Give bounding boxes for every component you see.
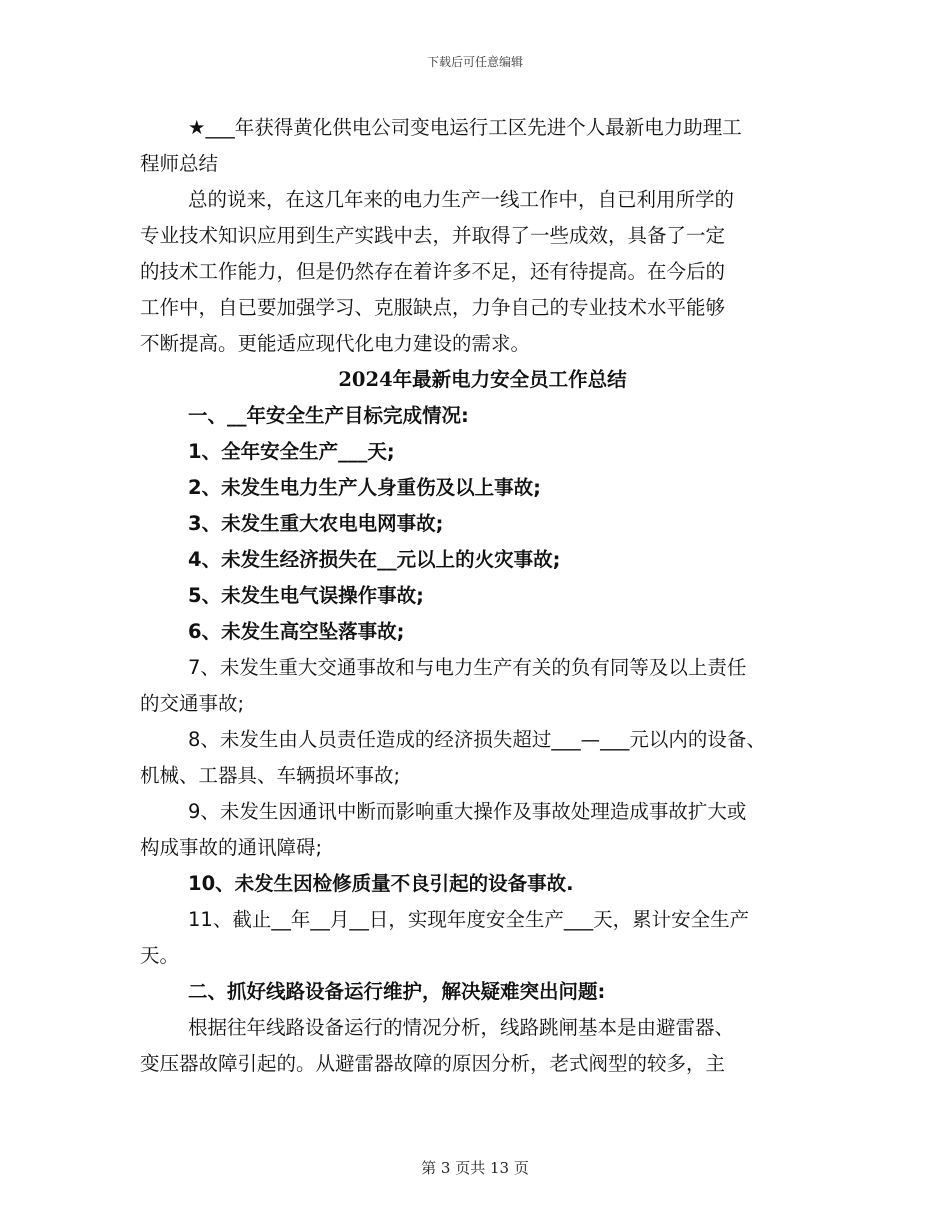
list-item: 6、未发生高空坠落事故; bbox=[188, 620, 405, 643]
page-header: 下载后可任意编辑 bbox=[426, 55, 523, 69]
list-item: 7、未发生重大交通事故和与电力生产有关的负有同等及以上责任 bbox=[188, 656, 747, 679]
paragraph-line: 根据往年线路设备运行的情况分析，线路跳闸基本是由避雷器、 bbox=[188, 1016, 735, 1039]
list-item: 3、未发生重大农电电网事故; bbox=[188, 512, 444, 535]
list-item-continuation: 的交通事故; bbox=[140, 692, 245, 715]
list-item: 4、未发生经济损失在__元以上的火灾事故; bbox=[188, 548, 561, 571]
paragraph-line: 专业技术知识应用到生产实践中去，并取得了一些成效，具备了一定 bbox=[140, 224, 726, 247]
list-item-continuation: 机械、工器具、车辆损坏事故; bbox=[140, 764, 401, 787]
list-item-continuation: 天。 bbox=[140, 944, 180, 967]
list-item: 1、全年安全生产___天; bbox=[188, 440, 395, 463]
paragraph-line: 工作中，自已要加强学习、克服缺点，力争自己的专业技术水平能够 bbox=[140, 296, 726, 319]
paragraph-line: 程师总结 bbox=[140, 152, 219, 175]
paragraph-line: 不断提高。更能适应现代化电力建设的需求。 bbox=[140, 332, 531, 355]
list-item: 2、未发生电力生产人身重伤及以上事故; bbox=[188, 476, 541, 499]
list-item: 5、未发生电气误操作事故; bbox=[188, 584, 424, 607]
paragraph-line: 变压器故障引起的。从避雷器故障的原因分析，老式阀型的较多，主 bbox=[140, 1052, 726, 1075]
heading-line: 二、抓好线路设备运行维护，解决疑难突出问题: bbox=[188, 980, 606, 1003]
list-item-continuation: 构成事故的通讯障碍; bbox=[140, 836, 323, 859]
section-title: 2024年最新电力安全员工作总结 bbox=[338, 368, 627, 391]
page-footer: 第 3 页共 13 页 bbox=[421, 1159, 529, 1177]
list-item: 8、未发生由人员责任造成的经济损失超过___—___元以内的设备、 bbox=[188, 728, 766, 751]
paragraph-line: 总的说来，在这几年来的电力生产一线工作中，自已利用所学的 bbox=[188, 188, 735, 211]
document-body bbox=[140, 110, 825, 1082]
paragraph-line: ★___年获得黄化供电公司变电运行工区先进个人最新电力助理工 bbox=[188, 116, 742, 139]
heading-line: 一、__年安全生产目标完成情况: bbox=[188, 404, 469, 427]
list-item: 10、未发生因检修质量不良引起的设备事故. bbox=[188, 872, 574, 895]
paragraph-line: 的技术工作能力，但是仍然存在着许多不足，还有待提高。在今后的 bbox=[140, 260, 726, 283]
list-item: 9、未发生因通讯中断而影响重大操作及事故处理造成事故扩大或 bbox=[188, 800, 747, 823]
list-item: 11、截止__年__月__日，实现年度安全生产___天，累计安全生产 bbox=[188, 908, 750, 931]
